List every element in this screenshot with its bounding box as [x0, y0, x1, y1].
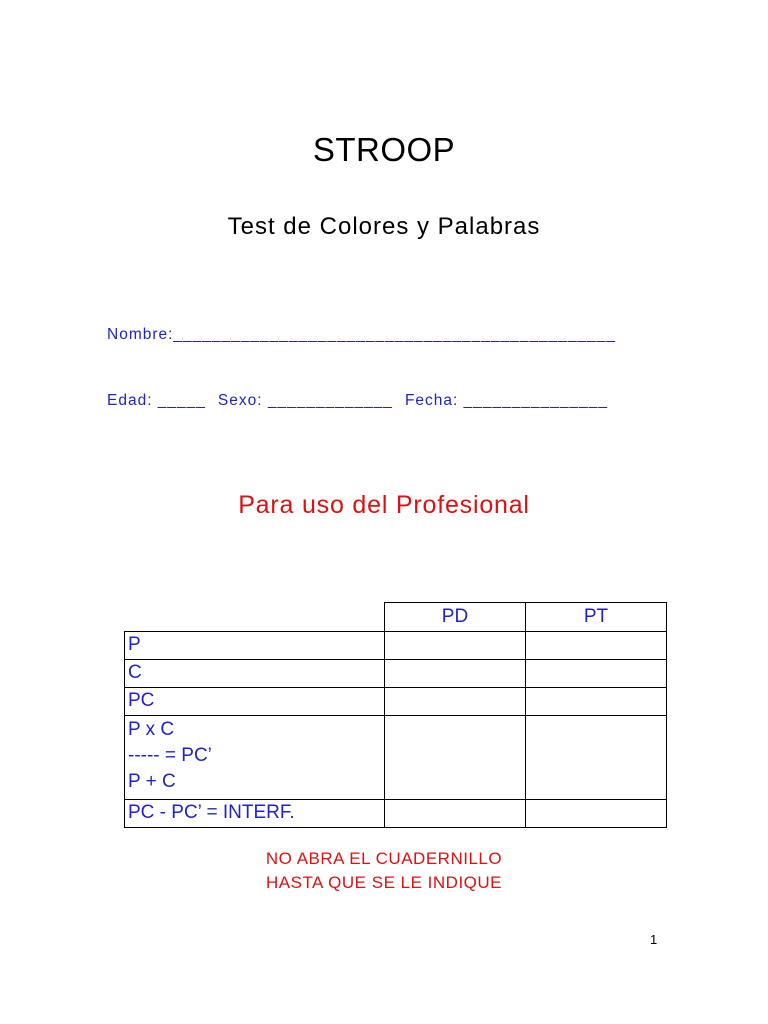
row-label-interference: PC - PC’ = INTERF. [125, 800, 385, 828]
edad-field: Edad: _____ [107, 392, 206, 409]
cell-pd [385, 632, 526, 660]
table-row [125, 660, 667, 688]
nombre-field: Nombre:______________________________________________ [107, 326, 616, 343]
cell-pt [526, 800, 667, 828]
cell-pd [385, 800, 526, 828]
table-header-row [125, 603, 667, 632]
table-row [125, 800, 667, 828]
row-label-p: P [125, 632, 385, 660]
do-not-open-warning: NO ABRA EL CUADERNILLO HASTA QUE SE LE INDIQUE [265, 849, 503, 892]
cell-pt [526, 716, 667, 800]
cell-pd [385, 688, 526, 716]
cell-pt [526, 688, 667, 716]
cell-pt [526, 632, 667, 660]
professional-use-heading: Para uso del Profesional [238, 491, 530, 519]
document-subtitle: Test de Colores y Palabras [227, 213, 541, 240]
document-title: STROOP [312, 131, 456, 168]
scoring-table [124, 602, 667, 828]
empty-header-cell [125, 603, 385, 632]
row-label-c: C [125, 660, 385, 688]
row-label-pc: PC [125, 688, 385, 716]
cell-pd [385, 716, 526, 800]
table-row [125, 688, 667, 716]
page-number: 1 [650, 932, 658, 947]
column-header-pd: PD [385, 603, 526, 632]
fecha-field: Fecha: _______________ [404, 392, 608, 409]
table-row [125, 716, 667, 800]
cell-pt [526, 660, 667, 688]
form-row-demographics [107, 392, 608, 410]
table-row [125, 632, 667, 660]
cell-pd [385, 660, 526, 688]
row-label-pc-prime-formula: P x C ----- = PC’ P + C [125, 716, 385, 800]
column-header-pt: PT [526, 603, 667, 632]
sexo-field: Sexo: _____________ [217, 392, 393, 409]
